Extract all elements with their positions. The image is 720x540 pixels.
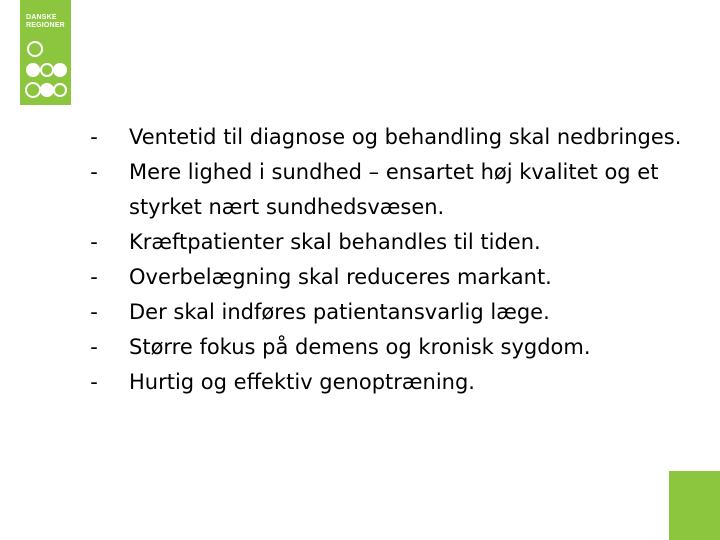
bullet-list [84,120,684,400]
list-item [84,330,684,365]
bullet-text: Der skal indføres patientansvarlig læge. [129,300,550,324]
list-item [84,120,684,155]
list-item [84,295,684,330]
bullet-text: Hurtig og effektiv genoptræning. [129,370,475,394]
bullet-text: Kræftpatienter skal behandles til tiden. [129,230,541,254]
bullet-text: Ventetid til diagnose og behandling skal nedbringes. [129,125,682,149]
bullet-dash: - [90,230,98,254]
circles-icon [20,0,71,105]
bullet-text: Overbelægning skal reduceres markant. [129,265,552,289]
corner-accent-block [669,471,720,540]
list-item [84,155,684,225]
bullet-dash: - [90,265,98,289]
bullet-dash: - [90,300,98,324]
bullet-dash: - [90,125,98,149]
bullet-text: Større fokus på demens og kronisk sygdom. [129,335,591,359]
danske-regioner-logo [20,0,71,105]
list-item [84,225,684,260]
bullet-text: Mere lighed i sundhed – ensartet høj kvalitet og et styrket nært sundhedsvæsen. [129,160,659,219]
bullet-dash: - [90,335,98,359]
list-item [84,365,684,400]
logo-line-1: DANSKE [26,14,57,21]
logo-line-2: REGIONER [26,22,65,29]
bullet-dash: - [90,370,98,394]
bullet-dash: - [90,160,98,184]
list-item [84,260,684,295]
